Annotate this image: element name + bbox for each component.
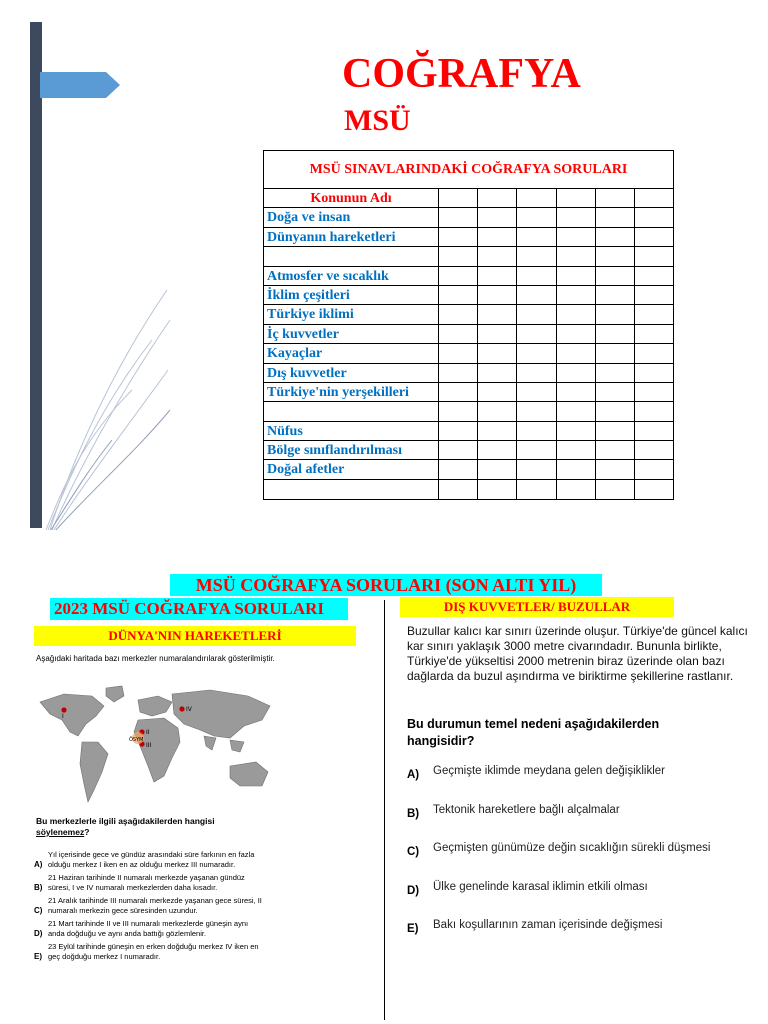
table-cell [517, 383, 556, 401]
table-cell [596, 344, 635, 362]
table-cell [635, 208, 673, 226]
table-cell [635, 480, 673, 499]
answer-option[interactable] [407, 919, 757, 958]
left-stem-mark: ? [84, 827, 90, 837]
table-cell [596, 402, 635, 420]
topic-name-cell: İklim çeşitleri [264, 286, 439, 304]
topic-name-cell [264, 402, 439, 420]
feather-decoration-icon [42, 280, 172, 530]
answer-option[interactable] [34, 850, 284, 869]
page-subtitle: MSÜ [344, 104, 411, 137]
topic-name-cell: Türkiye'nin yerşekilleri [264, 383, 439, 401]
table-cell [478, 325, 517, 343]
table-cell [635, 441, 673, 459]
table-row [264, 344, 673, 363]
map-label-i: I [62, 713, 64, 720]
option-text: 21 Aralık tarihinde III numaralı merkezde yaşanan gece süresi, II numaralı merkezin gece süresinden uzundur. [48, 896, 262, 915]
option-letter: D) [407, 884, 420, 897]
table-cell [557, 383, 596, 401]
table-row [264, 247, 673, 266]
table-row [264, 383, 673, 402]
table-cell [596, 208, 635, 226]
option-letter: B) [407, 807, 420, 820]
table-cell [557, 305, 596, 323]
table-cell [517, 247, 556, 265]
table-cell [557, 228, 596, 246]
table-cell [635, 344, 673, 362]
table-cell [478, 344, 517, 362]
option-letter: A) [34, 860, 43, 869]
option-text: 21 Mart tarihinde II ve III numaralı merkezlerde güneşin aynı anda doğduğu ve aynı anda battığı gözlemlenir. [48, 919, 249, 938]
section-banner: MSÜ COĞRAFYA SORULARI (SON ALTI YIL) [170, 574, 602, 596]
table-cell [517, 441, 556, 459]
table-cell [439, 189, 478, 207]
arrow-tab-icon [40, 72, 120, 98]
option-letter: D) [34, 929, 43, 938]
left-topic-heading: DÜNYA'NIN HAREKETLERİ [34, 626, 356, 646]
table-row [264, 364, 673, 383]
table-cell [517, 422, 556, 440]
table-cell [478, 441, 517, 459]
answer-option[interactable] [407, 765, 757, 804]
table-cell [478, 247, 517, 265]
table-cell [478, 480, 517, 499]
table-cell [557, 189, 596, 207]
world-map-image [34, 680, 284, 810]
table-cell [439, 344, 478, 362]
table-cell [478, 402, 517, 420]
table-cell [596, 228, 635, 246]
table-cell [635, 305, 673, 323]
left-options-list [34, 850, 284, 965]
topic-name-cell: Bölge sınıflandırılması [264, 441, 439, 459]
table-cell [635, 247, 673, 265]
option-text: Tektonik hareketlere bağlı alçalmalar [433, 803, 620, 816]
year-title: 2023 MSÜ COĞRAFYA SORULARI [50, 598, 348, 620]
table-cell [478, 383, 517, 401]
table-cell [557, 460, 596, 478]
table-cell [478, 189, 517, 207]
left-question-stem [36, 816, 276, 838]
map-label-iv: IV [186, 706, 192, 713]
answer-option[interactable] [34, 919, 284, 938]
table-cell [478, 422, 517, 440]
topic-name-cell [264, 247, 439, 265]
table-cell [557, 247, 596, 265]
left-stem-text: Bu merkezlerle ilgili aşağıdakilerden hangisi [36, 816, 215, 826]
topic-name-cell: Doğal afetler [264, 460, 439, 478]
table-cell [439, 460, 478, 478]
table-header-cell: Konunun Adı [264, 189, 439, 207]
table-cell [596, 325, 635, 343]
table-cell [596, 267, 635, 285]
topic-table [263, 150, 674, 500]
option-letter: C) [407, 846, 420, 858]
table-cell [439, 228, 478, 246]
answer-option[interactable] [34, 942, 284, 961]
table-row [264, 402, 673, 421]
option-text: Geçmişten günümüze değin sıcaklığın sürekli düşmesi [433, 842, 711, 854]
table-cell [439, 267, 478, 285]
table-row [264, 325, 673, 344]
answer-option[interactable] [407, 881, 757, 920]
answer-option[interactable] [407, 842, 757, 881]
option-letter: B) [34, 883, 43, 892]
table-cell [635, 364, 673, 382]
map-watermark-label: ÖSYM [129, 737, 144, 743]
table-cell [635, 267, 673, 285]
page-title: COĞRAFYA [342, 51, 581, 97]
topic-name-cell: Nüfus [264, 422, 439, 440]
table-row [264, 480, 673, 499]
topic-name-cell: Türkiye iklimi [264, 305, 439, 323]
table-row [264, 441, 673, 460]
table-cell [517, 286, 556, 304]
table-cell [478, 228, 517, 246]
table-cell [557, 208, 596, 226]
table-cell [596, 364, 635, 382]
table-cell [635, 402, 673, 420]
table-cell [478, 208, 517, 226]
table-cell [439, 480, 478, 499]
table-cell [596, 422, 635, 440]
table-cell [478, 364, 517, 382]
left-question-intro: Aşağıdaki haritada bazı merkezler numaralandırılarak gösterilmiştir. [36, 654, 275, 663]
table-cell [517, 460, 556, 478]
table-cell [596, 383, 635, 401]
table-cell [635, 189, 673, 207]
table-cell [596, 441, 635, 459]
table-cell [439, 422, 478, 440]
table-cell [439, 441, 478, 459]
table-cell [596, 305, 635, 323]
topic-name-cell: Dış kuvvetler [264, 364, 439, 382]
table-cell [439, 383, 478, 401]
table-cell [478, 460, 517, 478]
table-cell [596, 286, 635, 304]
table-cell [439, 325, 478, 343]
right-question-stem: Bu durumun temel nedeni aşağıdakilerden hangisidir? [407, 717, 660, 748]
table-cell [635, 228, 673, 246]
table-cell [517, 208, 556, 226]
topic-name-cell: Doğa ve insan [264, 208, 439, 226]
topic-name-cell [264, 480, 439, 499]
table-cell [557, 441, 596, 459]
topic-name-cell: İç kuvvetler [264, 325, 439, 343]
topic-name-cell: Dünyanın hareketleri [264, 228, 439, 246]
table-cell [596, 480, 635, 499]
option-text: Geçmişte iklimde meydana gelen değişiklikler [433, 765, 666, 777]
table-header-row [264, 189, 673, 208]
table-cell [517, 364, 556, 382]
left-stem-emphasis: söylenemez [36, 827, 85, 837]
right-question-text: Buzullar kalıcı kar sınırı üzerinde oluşur. Türkiye'de güncel kalıcı kar sınırı yaklaşık 3000 metre civarındadır. Bununla birlikte, Türkiye'de yükseltisi 2000 metrenin biraz üzerinde olan bazı dağlarda da buzul aşındırma ve biriktirme şekillerine rastlanır. [407, 624, 748, 683]
table-row [264, 422, 673, 441]
table-cell [439, 286, 478, 304]
answer-option[interactable] [407, 804, 757, 843]
table-cell [635, 460, 673, 478]
table-cell [439, 208, 478, 226]
table-cell [439, 402, 478, 420]
table-cell [439, 364, 478, 382]
table-cell [557, 402, 596, 420]
table-cell [517, 228, 556, 246]
table-cell [557, 480, 596, 499]
table-cell [557, 344, 596, 362]
table-cell [478, 267, 517, 285]
table-cell [596, 460, 635, 478]
option-text: Bakı koşullarının zaman içerisinde değişmesi [433, 919, 663, 931]
option-text: Ülke genelinde karasal iklimin etkili olması [433, 880, 648, 893]
table-cell [557, 325, 596, 343]
table-cell [478, 305, 517, 323]
right-topic-heading: DIŞ KUVVETLER/ BUZULLAR [400, 597, 674, 617]
table-cell [517, 189, 556, 207]
map-label-iii: III [146, 742, 152, 749]
table-cell [557, 267, 596, 285]
table-cell [517, 325, 556, 343]
table-row [264, 305, 673, 324]
answer-option[interactable] [34, 896, 284, 915]
map-label-ii: II [146, 729, 150, 736]
option-letter: E) [407, 923, 419, 935]
table-caption: MSÜ SINAVLARINDAKİ COĞRAFYA SORULARI [264, 151, 673, 189]
table-cell [635, 422, 673, 440]
table-row [264, 267, 673, 286]
table-cell [517, 344, 556, 362]
answer-option[interactable] [34, 873, 284, 892]
right-options-list [407, 765, 757, 958]
table-cell [635, 286, 673, 304]
column-divider [384, 600, 385, 1020]
table-body [264, 189, 673, 499]
option-letter: A) [407, 769, 420, 781]
table-cell [557, 422, 596, 440]
option-letter: E) [34, 952, 42, 961]
table-cell [596, 247, 635, 265]
table-cell [517, 305, 556, 323]
table-cell [517, 267, 556, 285]
option-letter: C) [34, 906, 43, 915]
table-cell [635, 325, 673, 343]
table-cell [517, 402, 556, 420]
option-text: 23 Eylül tarihinde güneşin en erken doğduğu merkez IV iken en geç doğduğu merkez I numaradır. [48, 942, 259, 961]
table-cell [635, 383, 673, 401]
table-cell [478, 286, 517, 304]
option-text: Yıl içerisinde gece ve gündüz arasındaki süre farkının en fazla olduğu merkez I iken en az olduğu merkez III numaradır. [48, 850, 255, 869]
option-text: 21 Haziran tarihinde II numaralı merkezde yaşanan gündüz süresi, I ve IV numaralı merkezlerden daha kısadır. [48, 873, 245, 892]
table-cell [596, 189, 635, 207]
topic-name-cell: Kayaçlar [264, 344, 439, 362]
table-row [264, 208, 673, 227]
table-cell [557, 286, 596, 304]
table-cell [517, 480, 556, 499]
table-row [264, 286, 673, 305]
topic-name-cell: Atmosfer ve sıcaklık [264, 267, 439, 285]
table-cell [439, 305, 478, 323]
table-cell [557, 364, 596, 382]
table-row [264, 460, 673, 479]
table-cell [439, 247, 478, 265]
table-row [264, 228, 673, 247]
